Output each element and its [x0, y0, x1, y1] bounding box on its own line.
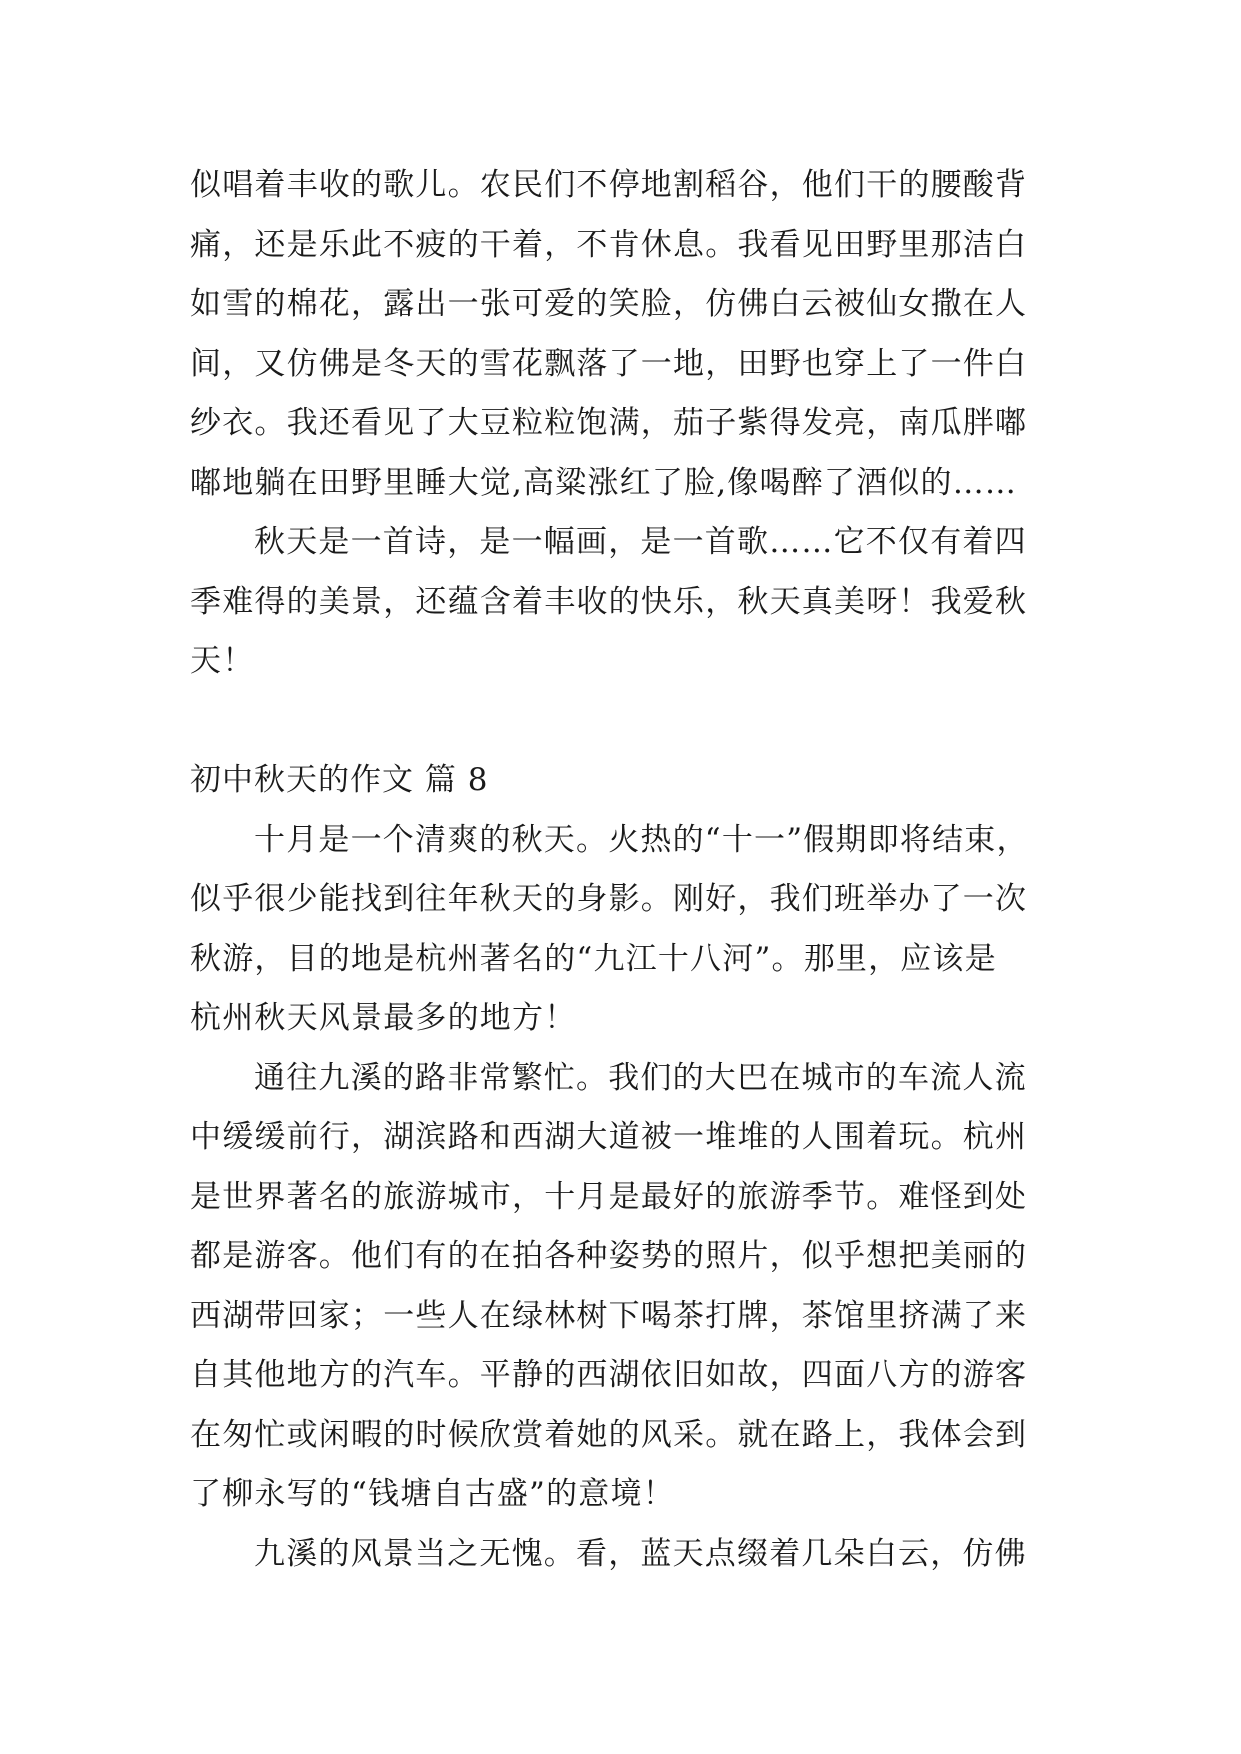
text-line: 间，又仿佛是冬天的雪花飘落了一地，田野也穿上了一件白	[190, 345, 1028, 382]
text-line: 是世界著名的旅游城市，十月是最好的旅游季节。难怪到处	[190, 1178, 1028, 1215]
text-line: 通往九溪的路非常繁忙。我们的大巴在城市的车流人流	[254, 1059, 1027, 1096]
paragraph-continued	[190, 156, 1050, 513]
text-line: 纱衣。我还看见了大豆粒粒饱满，茄子紫得发亮，南瓜胖嘟	[190, 405, 1028, 441]
text-line: 天！	[190, 643, 255, 679]
text-line: 九溪的风景当之无愧。看，蓝天点缀着几朵白云，仿佛	[254, 1535, 1027, 1572]
text-line: 都是游客。他们有的在拍各种姿势的照片，似乎想把美丽的	[190, 1238, 1028, 1274]
text-line: 嘟地躺在田野里睡大觉,高粱涨红了脸,像喝醉了酒似的……	[190, 464, 1018, 501]
text-line: 杭州秋天风景最多的地方！	[190, 1000, 577, 1036]
text-line: 自其他地方的汽车。平静的西湖依旧如故，四面八方的游客	[190, 1357, 1028, 1393]
text-line: 了柳永写的“钱塘自古盛”的意境！	[190, 1476, 675, 1512]
text-line: 痛，还是乐此不疲的干着，不肯休息。我看见田野里那洁白	[190, 226, 1028, 263]
text-line: 在匆忙或闲暇的时候欣赏着她的风采。就在路上，我体会到	[190, 1416, 1028, 1453]
paragraph-scenery	[190, 1525, 1050, 1585]
paragraph-journey	[190, 1049, 1050, 1525]
text-line: 似唱着丰收的歌儿。农民们不停地割稻谷，他们干的腰酸背	[190, 167, 1028, 203]
text-line: 秋游，目的地是杭州著名的“九江十八河”。那里，应该是	[190, 940, 997, 977]
text-line: 似乎很少能找到往年秋天的身影。刚好，我们班举办了一次	[190, 881, 1028, 917]
text-line: 西湖带回家；一些人在绿林树下喝茶打牌，茶馆里挤满了来	[190, 1297, 1028, 1334]
text-line: 十月是一个清爽的秋天。火热的“十一”假期即将结束，	[254, 821, 1029, 858]
text-line: 季难得的美景，还蕴含着丰收的快乐，秋天真美呀！我爱秋	[190, 583, 1028, 620]
paragraph-intro	[190, 811, 1050, 1049]
section-spacer	[190, 692, 1050, 752]
text-line: 秋天是一首诗，是一幅画，是一首歌……它不仅有着四	[254, 524, 1027, 560]
text-line: 如雪的棉花，露出一张可爱的笑脸，仿佛白云被仙女撒在人	[190, 286, 1028, 322]
paragraph-closing	[190, 513, 1050, 692]
section-heading: 初中秋天的作文 篇 8	[190, 762, 489, 798]
text-line: 中缓缓前行，湖滨路和西湖大道被一堆堆的人围着玩。杭州	[190, 1119, 1028, 1155]
document-body	[190, 156, 1050, 1584]
